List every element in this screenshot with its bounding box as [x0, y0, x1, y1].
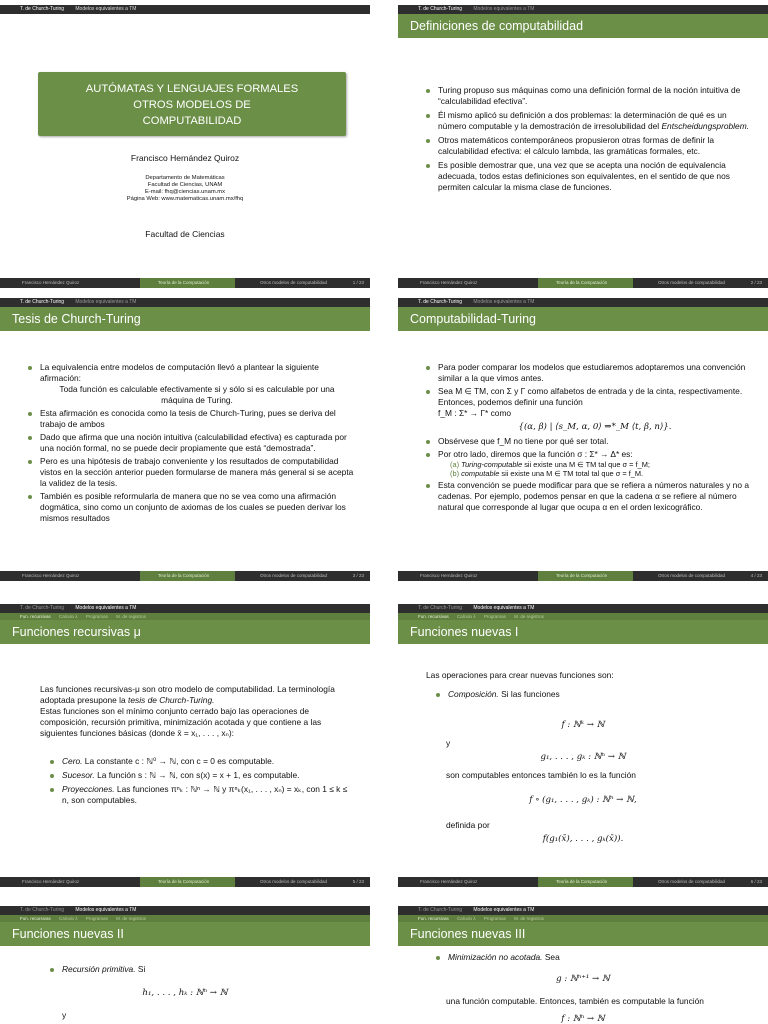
breadcrumb-section-2: Modelos equivalentes a TM: [473, 299, 535, 305]
list-item-text: Él mismo aplicó su definición a dos problemas: la determinación de qué es un número computable y la demostración de irresolubilidad del: [438, 110, 727, 131]
affil-line: Departamento de Matemáticas: [145, 175, 225, 181]
footer-course: Teoría de la Computación: [140, 877, 235, 887]
breadcrumb-section-2: Modelos equivalentes a TM: [75, 605, 137, 611]
bullet-list: [28, 362, 354, 526]
list-item-text: Sea M ∈ TM, con Σ y Γ como alfabetos de entrada y de la cinta, respectivamente. Entonces, podemos definir una función: [438, 386, 743, 407]
slide-8: [398, 906, 768, 1024]
slide-footer: [398, 877, 768, 887]
sub-item-emphasis: Turing-computable: [461, 460, 523, 469]
sub-navigation: [398, 613, 768, 620]
subnav-item[interactable]: Programas: [85, 614, 108, 619]
slide-title: Funciones nuevas I: [398, 620, 768, 644]
list-item-text: Sea: [542, 952, 560, 962]
page-number: 2 / 23: [750, 280, 762, 285]
page-number: 3 / 23: [352, 573, 364, 578]
slide-footer: [398, 571, 768, 581]
footer-course: Teoría de la Computación: [140, 571, 235, 581]
list-item: [50, 964, 354, 975]
affil-line: Página Web: www.matematicas.unam.mx/fhq: [126, 196, 244, 202]
list-item-emphasis: Entscheidungsproblem.: [661, 121, 749, 131]
list-item-text: La constante c : ℕ⁰ → ℕ, con c = 0 es computable.: [82, 756, 275, 766]
subnav-item[interactable]: Calculo λ: [59, 916, 78, 921]
equation: h₁, . . . , hₖ : ℕⁿ → ℕ: [142, 988, 228, 998]
list-item: [50, 770, 354, 781]
list-item: [426, 449, 752, 478]
footer-author: Francisco Hernández Quiroz: [22, 573, 80, 578]
sub-navigation: [0, 613, 370, 620]
sub-item-label: (a): [450, 460, 460, 469]
equation: g : ℕⁿ⁺¹ → ℕ: [556, 974, 610, 984]
breadcrumb-section-1: T. de Church-Turing: [418, 6, 462, 12]
page-number: 1 / 23: [352, 280, 364, 285]
list-item: Para poder comparar los modelos que estudiaremos adoptaremos una convención similar a la que vimos antes.: [426, 362, 752, 384]
slide-3: [0, 298, 370, 581]
bullet-list: [436, 952, 752, 966]
page-number: 6 / 23: [750, 879, 762, 884]
slide-1: [0, 5, 370, 288]
sub-item-label: (b): [450, 469, 460, 478]
subnav-item[interactable]: Programas: [85, 916, 108, 921]
slide-5-topbar: [0, 604, 370, 613]
list-item-text: Si: [135, 964, 146, 974]
paragraph: Estas funciones son el mínimo conjunto cerrado bajo las operaciones de composición, recursión primitiva, minimización acotada y que contiene a las siguientes funciones básicas (donde x̄ = x₁, . . . , xₙ):: [40, 706, 322, 738]
body-text: una función computable. Entonces, también es computable la función: [446, 996, 704, 1006]
subnav-item[interactable]: M. de registros: [514, 916, 544, 921]
paragraph-text: Las funciones recursivas-μ son otro modelo de computabilidad. La terminología adoptada presupone la: [40, 684, 335, 705]
sub-list: [438, 460, 752, 478]
bullet-list: [426, 85, 752, 196]
slide-2-topbar: [398, 5, 768, 14]
equation: f : ℕᵏ → ℕ: [561, 720, 605, 730]
subnav-item[interactable]: Fun. recursivas: [418, 916, 449, 921]
list-item: Turing propuso sus máquinas como una definición formal de la noción intuitiva de “calculabilidad efectiva”.: [426, 85, 752, 107]
title-line: COMPUTABILIDAD: [142, 115, 242, 127]
subnav-item[interactable]: Calculo λ: [457, 916, 476, 921]
list-item: Esta convención se puede modificar para que se refiera a números naturales y no a cadenas. Por ejemplo, podemos pensar en que la cadena α se refiere al número natural que corresponde al lugar que ocupa α en el orden lexicográfico.: [426, 480, 752, 513]
breadcrumb-section-2: Modelos equivalentes a TM: [75, 6, 137, 12]
footer-topic: Otros modelos de computabilidad: [260, 573, 328, 578]
list-item-emphasis: Recursión primitiva.: [62, 964, 136, 974]
slide-3-topbar: [0, 298, 370, 307]
equation: f ∘ (g₁, . . . , gₖ) : ℕⁿ → ℕ,: [529, 795, 637, 805]
footer-topic: Otros modelos de computabilidad: [658, 280, 726, 285]
paragraph: [40, 684, 354, 706]
subnav-item[interactable]: Programas: [483, 916, 506, 921]
subnav-item[interactable]: Calculo λ: [59, 614, 78, 619]
breadcrumb-section-2: Modelos equivalentes a TM: [75, 299, 137, 305]
slide-4: [398, 298, 768, 581]
footer-topic: Otros modelos de computabilidad: [658, 879, 726, 884]
connector-text: y: [62, 1010, 67, 1020]
slide-title: Funciones nuevas II: [0, 922, 370, 946]
subnav-item[interactable]: M. de registros: [116, 916, 146, 921]
sub-item-b: [450, 469, 752, 478]
subnav-item[interactable]: M. de registros: [514, 614, 544, 619]
body-text: definida por: [446, 820, 490, 830]
sub-item-body: sii existe una M ∈ TM total tal que σ = f_M.: [499, 469, 644, 478]
slide-title: Funciones recursivas μ: [0, 620, 370, 644]
thesis-quote: Toda función es calculable efectivamente si y sólo si es calculable por una máquina de Turing.: [59, 384, 335, 405]
slide-7: [0, 906, 370, 1024]
list-item: [426, 386, 752, 433]
breadcrumb-section-1: T. de Church-Turing: [418, 605, 462, 611]
footer-author: Francisco Hernández Quiroz: [22, 879, 80, 884]
footer-course: Teoría de la Computación: [538, 278, 633, 288]
footer-topic: Otros modelos de computabilidad: [260, 879, 328, 884]
connector-text: y: [446, 738, 451, 748]
equation: {(α, β) | ⟨s_M, α, 0⟩ ⇒*_M ⟨t, β, n⟩}.: [518, 422, 672, 432]
slide-title: Funciones nuevas III: [398, 922, 768, 946]
sub-item-text: [461, 469, 643, 478]
list-item: [28, 362, 354, 406]
footer-course: Teoría de la Computación: [538, 571, 633, 581]
page-number: 5 / 23: [352, 879, 364, 884]
slide-footer: [398, 278, 768, 288]
title-box: [38, 72, 346, 136]
slide-footer: [0, 278, 370, 288]
list-item: También es posible reformularla de manera que no se vea como una afirmación dogmática, sino como un conjunto de axiomas de los cuales se pueden derivar los mismos resultados: [28, 491, 354, 524]
list-item-emphasis: Cero.: [62, 756, 83, 766]
breadcrumb-section-2: Modelos equivalentes a TM: [75, 907, 137, 913]
slide-6: [398, 604, 768, 887]
equation: f(g₁(x̄), . . . , gₖ(x̄)).: [542, 834, 624, 844]
list-item: Pero es una hipótesis de trabajo conveniente y los resultados de computabilidad vistos en la sección anterior pueden formularse de manera más general si se acepta la validez de la tesis.: [28, 456, 354, 489]
breadcrumb-section-2: Modelos equivalentes a TM: [473, 907, 535, 913]
list-item-text: Si las funciones: [498, 689, 560, 699]
list-item-emphasis: Proyecciones.: [62, 784, 115, 794]
bullet-list: [50, 756, 354, 809]
bullet-list: [436, 689, 752, 703]
list-item-emphasis: Sucesor.: [62, 770, 95, 780]
list-item-text: Por otro lado, diremos que la función σ : Σ* → Δ* es:: [438, 449, 633, 459]
list-item: Es posible demostrar que, una vez que se acepta una noción de equivalencia adecuada, todos estas definiciones son equivalentes, en el sentido de que nos permiten calcular la misma clase de funciones.: [426, 160, 752, 193]
list-item-text: La función s : ℕ → ℕ, con s(x) = x + 1, es computable.: [94, 770, 300, 780]
slide-2: [398, 5, 768, 288]
sub-item-emphasis: computable: [461, 469, 500, 478]
affil-line: Facultad de Ciencias, UNAM: [147, 182, 223, 188]
sub-item-body: sii existe una M ∈ TM tal que σ = f_M;: [522, 460, 650, 469]
subnav-item[interactable]: Fun. recursivas: [418, 614, 449, 619]
sub-navigation: [0, 915, 370, 922]
list-item: [426, 110, 752, 132]
institute: Facultad de Ciencias: [145, 229, 225, 239]
breadcrumb-section-2: Modelos equivalentes a TM: [473, 605, 535, 611]
footer-author: Francisco Hernández Quiroz: [420, 280, 478, 285]
intro-text: Las operaciones para crear nuevas funciones son:: [426, 670, 614, 680]
bullet-list: [50, 964, 354, 978]
page-number: 4 / 23: [750, 573, 762, 578]
subnav-item[interactable]: Calculo λ: [457, 614, 476, 619]
footer-topic: Otros modelos de computabilidad: [658, 573, 726, 578]
subnav-item[interactable]: M. de registros: [116, 614, 146, 619]
breadcrumb-section-1: T. de Church-Turing: [20, 605, 64, 611]
slide-footer: [0, 877, 370, 887]
list-item: [436, 689, 752, 700]
breadcrumb-section-1: T. de Church-Turing: [20, 299, 64, 305]
breadcrumb-section-1: T. de Church-Turing: [20, 907, 64, 913]
footer-author: Francisco Hernández Quiroz: [22, 280, 80, 285]
footer-course: Teoría de la Computación: [140, 278, 235, 288]
list-item: [50, 784, 354, 806]
footer-author: Francisco Hernández Quiroz: [420, 879, 478, 884]
slide-5: [0, 604, 370, 887]
list-item-emphasis: Minimización no acotada.: [448, 952, 543, 962]
breadcrumb-section-2: Modelos equivalentes a TM: [473, 6, 535, 12]
slide-title: Computabilidad-Turing: [398, 307, 768, 331]
slide-4-topbar: [398, 298, 768, 307]
sub-navigation: [398, 915, 768, 922]
list-item: Obsérvese que f_M no tiene por qué ser total.: [426, 436, 752, 447]
breadcrumb-section-1: T. de Church-Turing: [418, 299, 462, 305]
title-line: AUTÓMATAS Y LENGUAJES FORMALES: [85, 83, 299, 95]
list-item: Otros matemáticos contemporáneos propusieron otras formas de definir la calculabilidad efectiva: el cálculo lambda, las gramáticas formales, etc.: [426, 135, 752, 157]
breadcrumb-section-1: T. de Church-Turing: [20, 6, 64, 12]
list-item-text: f_M : Σ* → Γ* como: [438, 408, 512, 418]
breadcrumb-section-1: T. de Church-Turing: [418, 907, 462, 913]
subnav-item[interactable]: Fun. recursivas: [20, 916, 51, 921]
body-text: son computables entonces también lo es la función: [446, 770, 636, 780]
slide-6-topbar: [398, 604, 768, 613]
footer-course: Teoría de la Computación: [538, 877, 633, 887]
slide-body: [40, 684, 354, 739]
author-name: Francisco Hernández Quiroz: [130, 153, 240, 163]
slide-footer: [0, 571, 370, 581]
list-item: [50, 756, 354, 767]
slide-7-topbar: [0, 906, 370, 915]
subnav-item[interactable]: Programas: [483, 614, 506, 619]
list-item-text: Las funciones πⁿₖ : ℕⁿ → ℕ y πⁿₖ(x₁, . . . , xₙ) = xₖ, con 1 ≤ k ≤ n, son computables.: [62, 784, 348, 805]
affiliation: [0, 175, 370, 203]
list-item-text: La equivalencia entre modelos de computación llevó a plantear la siguiente afirmación:: [40, 362, 319, 383]
footer-topic: Otros modelos de computabilidad: [260, 280, 328, 285]
subnav-item[interactable]: Fun. recursivas: [20, 614, 51, 619]
slide-1-topbar: [0, 5, 370, 14]
footer-author: Francisco Hernández Quiroz: [420, 573, 478, 578]
affil-line: E-mail: fhq@ciencias.unam.mx: [145, 189, 225, 195]
slide-title: Definiciones de computabilidad: [398, 14, 768, 38]
list-item-emphasis: Composición.: [448, 689, 499, 699]
title-line: OTROS MODELOS DE: [133, 99, 251, 111]
paragraph-emphasis: tesis de Church-Turing.: [128, 695, 215, 705]
slide-8-topbar: [398, 906, 768, 915]
list-item: Dado que afirma que una noción intuitiva (calculabilidad efectiva) es capturada por una noción formal, no se puede decir propiamente que está “demostrada”.: [28, 432, 354, 454]
sub-item-text: [461, 460, 650, 469]
sub-item-a: [450, 460, 752, 469]
list-item: Esta afirmación es conocida como la tesis de Church-Turing, pues se deriva del trabajo de ambos: [28, 408, 354, 430]
bullet-list: [426, 362, 752, 515]
equation: f : ℕⁿ → ℕ: [561, 1014, 605, 1024]
list-item: [436, 952, 752, 963]
equation: g₁, . . . , gₖ : ℕⁿ → ℕ: [540, 752, 626, 762]
slide-title: Tesis de Church-Turing: [0, 307, 370, 331]
